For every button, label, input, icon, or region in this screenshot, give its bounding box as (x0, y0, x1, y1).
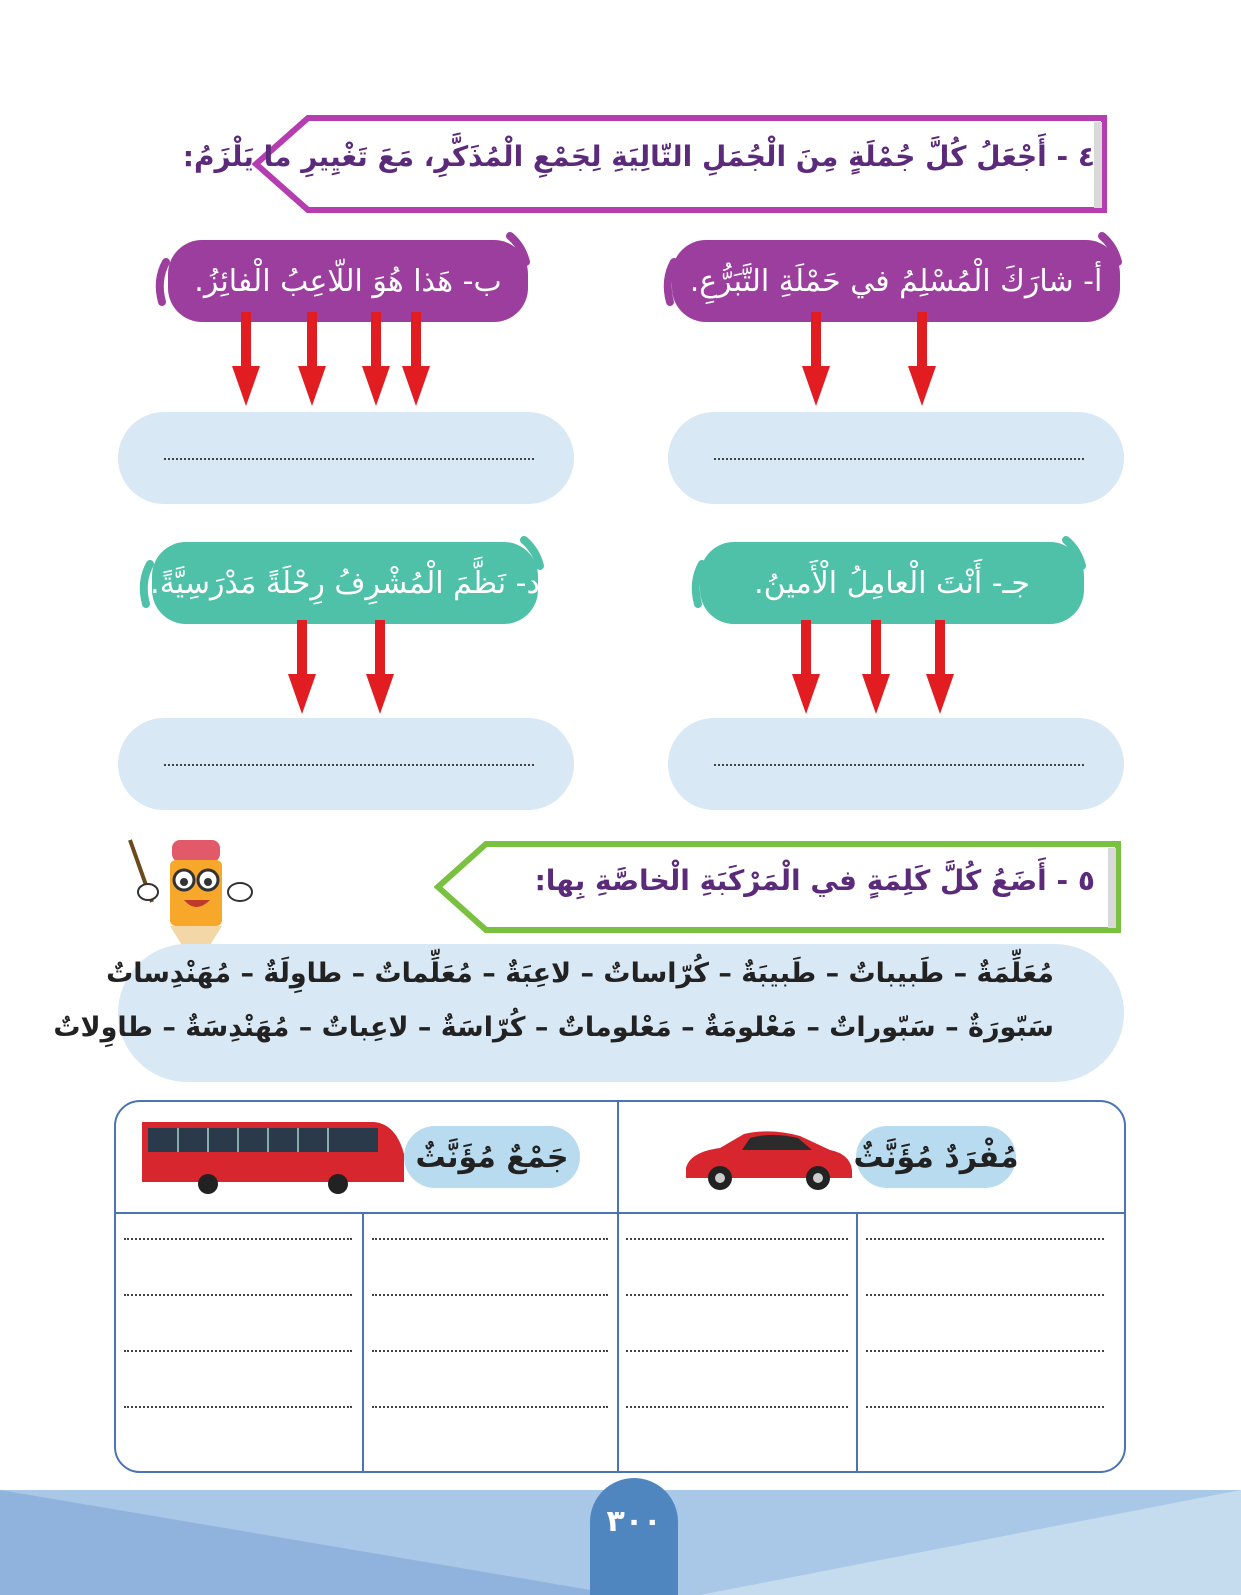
arrow-c3 (926, 620, 954, 714)
car-icon (680, 1126, 856, 1192)
word-bank (53, 944, 1124, 1082)
arrow-c1 (792, 620, 820, 714)
answer-d[interactable] (118, 718, 574, 810)
answer-b[interactable] (118, 412, 574, 504)
answer-a[interactable] (668, 412, 1124, 504)
arrows (0, 0, 1241, 720)
arrow-d2 (366, 620, 394, 714)
arrow-d1 (288, 620, 316, 714)
exercise5-title: ٥ - أَضَعُ كُلَّ كَلِمَةٍ في الْمَرْكَبَةِ الْخاصَّةِ بِها: (534, 864, 1095, 897)
answer-c[interactable] (668, 718, 1124, 810)
page-number: ٣٠٠ (590, 1478, 678, 1595)
word-bank-line-1: مُعَلِّمَةٌ – طَبيباتٌ – طَبيبَةٌ – كُرّاساتٌ – لاعِبَةٌ – مُعَلِّماتٌ – طاوِلَةٌ – مُهَنْدِساتٌ (106, 958, 1054, 989)
arrow-b1 (232, 312, 260, 406)
bus-icon (138, 1114, 408, 1196)
sentence-a: أ- شارَكَ الْمُسْلِمُ في حَمْلَةِ التَّبَرُّعِ. (672, 240, 1120, 322)
singular-feminine-label: مُفْرَدٌ مُؤَنَّثٌ (856, 1126, 1016, 1188)
arrow-b2 (298, 312, 326, 406)
arrow-a1 (802, 312, 830, 406)
classification-table (114, 1100, 1126, 1473)
sentence-b: ب- هَذا هُوَ اللّاعِبُ الْفائِزُ. (168, 240, 528, 322)
word-bank-line-2: سَبّورَةٌ – سَبّوراتٌ – مَعْلومَةٌ – مَعْلوماتٌ – كُرّاسَةٌ – لاعِباتٌ – مُهَنْدِسَةٌ – طاوِلاتٌ (53, 1012, 1054, 1043)
plural-feminine-label: جَمْعٌ مُؤَنَّثٌ (404, 1126, 580, 1188)
sentence-c: جـ- أَنْتَ الْعامِلُ الْأَمينُ. (700, 542, 1084, 624)
sentence-d: د- نَظَّمَ الْمُشْرِفُ رِحْلَةً مَدْرَسِيَّةً. (152, 542, 538, 624)
arrow-a2 (908, 312, 936, 406)
arrow-b3 (362, 312, 390, 406)
arrow-c2 (862, 620, 890, 714)
exercise4-title: ٤ - أَجْعَلُ كُلَّ جُمْلَةٍ مِنَ الْجُمَلِ التّالِيَةِ لِجَمْعِ الْمُذَكَّرِ، مَعَ تَغْيِيرِ ما يَلْزَمُ: (182, 140, 1095, 173)
arrow-b4 (402, 312, 430, 406)
